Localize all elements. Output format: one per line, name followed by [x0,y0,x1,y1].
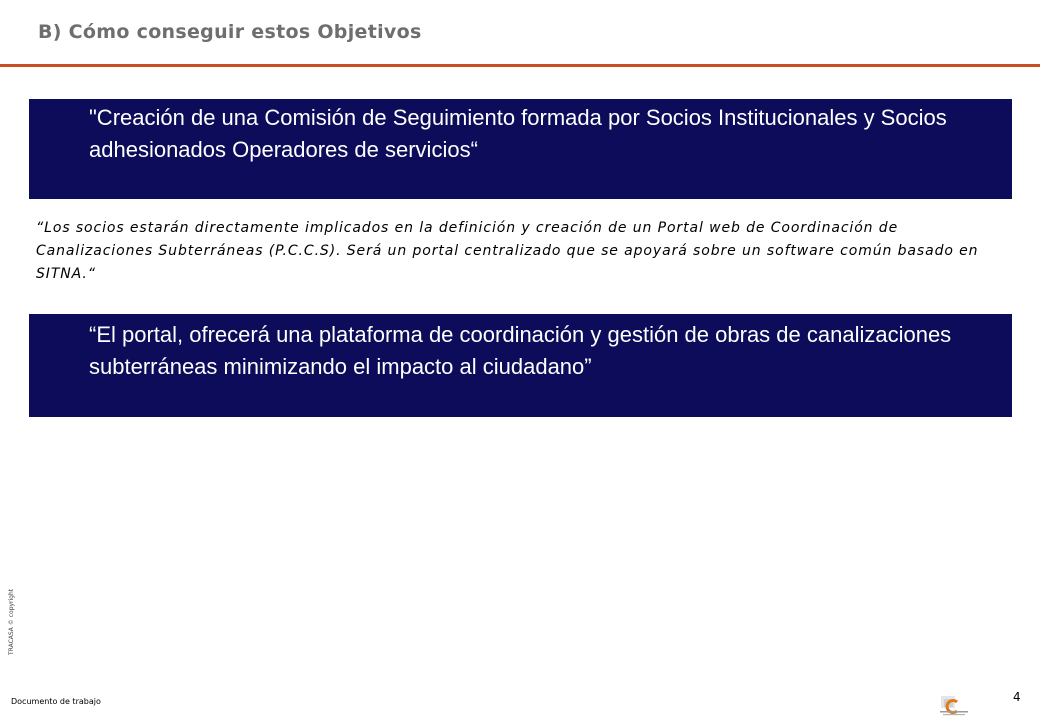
highlight-box-commission-text: "Creación de una Comisión de Seguimiento formada por Socios Institucionales y Socios adhesionados Operadores de servicios“ [89,105,947,162]
title-divider [0,64,1040,67]
slide-title: B) Cómo conseguir estos Objetivos [38,21,422,43]
copyright-notice [8,588,18,665]
page-number: 4 [1013,690,1021,704]
copyright-text: TRACASA © copyright [8,588,15,655]
highlight-box-commission [29,99,1012,199]
document-label: Documento de trabajo [11,697,101,706]
company-logo [935,690,975,718]
highlight-box-portal [29,314,1012,417]
quote-paragraph: “Los socios estarán directamente implicados en la definición y creación de un Portal web de Coordinación de Canalizaciones Subterráneas (P.C.C.S). Será un portal centralizado que se apoyará sobre un software común basado en SITNA.“ [36,220,979,282]
logo-mark-icon [935,690,975,718]
highlight-box-portal-text: “El portal, ofrecerá una plataforma de coordinación y gestión de obras de canalizaciones subterráneas minimizando el impacto al ciudadano” [89,322,952,379]
